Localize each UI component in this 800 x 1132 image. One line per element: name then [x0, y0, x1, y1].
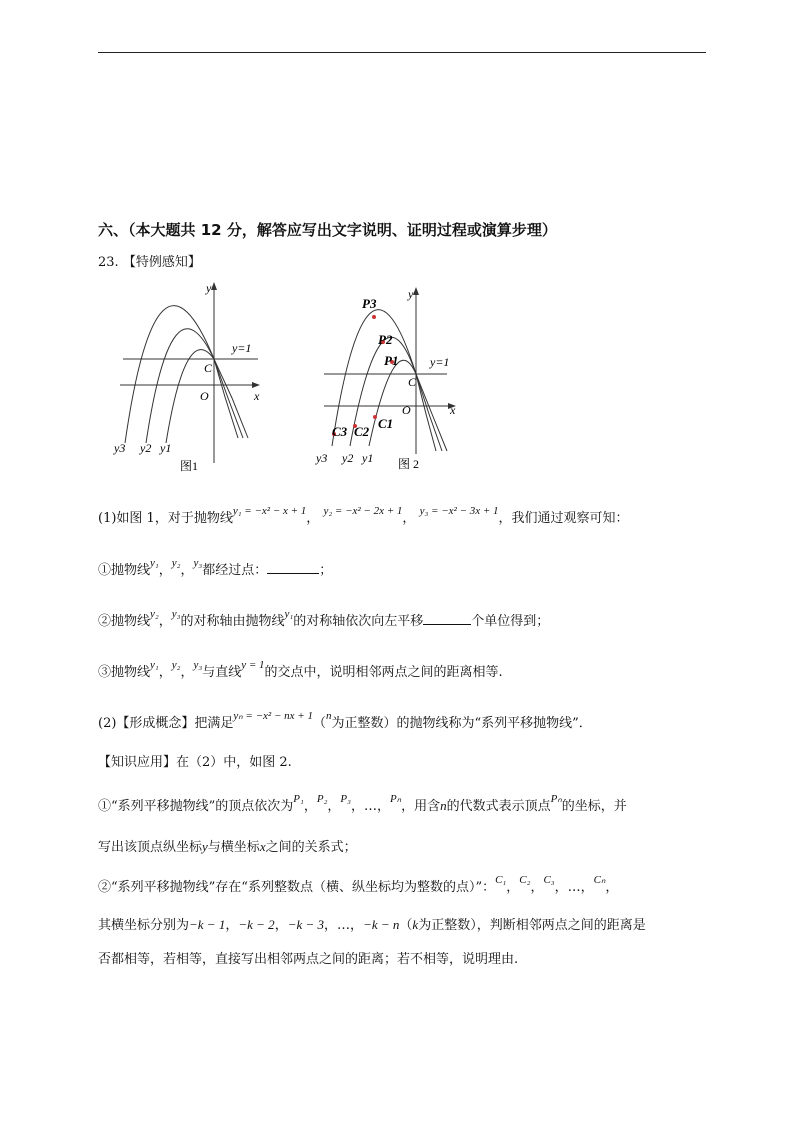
answer-blank-point[interactable] [267, 561, 319, 574]
fig2-caption: 图 2 [398, 457, 420, 471]
part1-sep: ， [306, 511, 320, 526]
item2-var: y₃ [171, 608, 181, 620]
header-rule [98, 52, 706, 53]
item3-mid: 与直线 [202, 665, 242, 680]
question-header [98, 251, 201, 270]
part2-cond-open: （ [312, 716, 326, 731]
q1-line2-c: 之间的关系式； [265, 840, 357, 855]
item2-var: y₁ [284, 608, 294, 620]
section-title: 六、（本大题共 12 分，解答应写出文字说明、证明过程或演算步理） [98, 221, 557, 239]
q1-mid2: 的代数式表示顶点 [446, 799, 551, 814]
q1-point: Pₙ [390, 793, 402, 805]
part2-cond-text: 为正整数）的抛物线称为“系列平移抛物线”． [331, 716, 592, 731]
figure-1 [108, 280, 283, 480]
q2-ellipsis: … [567, 880, 581, 895]
q2-point: C₃ [543, 874, 555, 886]
fig2-y-axis-label: y [408, 287, 414, 301]
item3-pre: ③抛物线 [98, 665, 151, 680]
item1-var: y₁ [150, 557, 159, 569]
fig2-vertex-label: P3 [362, 296, 377, 311]
item3-post: 的交点中，说明相邻两点之间的距离相等. [264, 665, 503, 680]
q2-pre: ②“系列平移抛物线”存在“系列整数点（横、纵坐标均为整数的点）”： [98, 880, 496, 895]
fig1-y-axis-label: y [206, 281, 212, 295]
question-number: 23. [98, 255, 119, 270]
item1-end: ； [319, 563, 333, 578]
q1-point: P₂ [316, 793, 328, 805]
q2-x: −k − 3 [287, 917, 325, 932]
q2-x: −k − 1 [189, 917, 226, 932]
fig2-lattice-label: C2 [354, 424, 370, 439]
item2-end: 个单位得到； [471, 614, 550, 629]
part1-eq1: y₁ = −x² − x + 1 [232, 505, 307, 517]
q1-pn: Pₙ [550, 793, 562, 805]
fig2-line-label: y=1 [430, 355, 450, 369]
part1-intro-line [98, 507, 629, 526]
q2-ellipsis: … [337, 918, 351, 933]
fig1-point-c-label: C [204, 361, 213, 375]
answer-blank-shift[interactable] [423, 612, 471, 625]
q2-x: −k − n [363, 917, 400, 932]
item1-var: y₂ [171, 557, 181, 569]
q1-var-n: n [440, 798, 447, 813]
application-q2-line3: 否都相等，若相等，直接写出相邻两点之间的距离；若不相等，说明理由. [98, 952, 519, 967]
part1-item2: ②抛物线$^{y_2}$，$^{y_3}$的对称轴由抛物线$^{y_1}$的对称轴依次向左平移 个单位得到； [98, 608, 550, 629]
item2-pre: ②抛物线 [98, 614, 151, 629]
q1-point: P₁ [293, 793, 304, 805]
fig2-lattice-label: C3 [332, 424, 348, 439]
q1-var-y: y [202, 839, 208, 854]
part1-intro: (1)如图 1，对于抛物线 [98, 511, 233, 526]
application-q1-line1: ①“系列平移抛物线”的顶点依次为$^{P_1}$，$^{P_2}$，$^{P_3}$，…，$^{P_n}$，用含n的代数式表示顶点$^{P_n}$的坐标，并 [98, 793, 627, 814]
item1-var: y₃ [193, 557, 203, 569]
q2-end: ， [605, 880, 619, 895]
q2-line2-a: 其横坐标分别为 [98, 918, 190, 933]
item3-line: y = 1 [241, 659, 265, 671]
part2-eq: yₙ = −x² − nx + 1 [233, 710, 313, 722]
q2-line2-c: 为正整数），判断相邻两点之间的距离是 [418, 918, 646, 933]
fig2-vertex-label: P1 [384, 353, 399, 368]
item3-var: y₂ [171, 659, 181, 671]
fig1-caption: 图1 [180, 459, 199, 473]
q2-line2-b: （ [399, 918, 413, 933]
q1-line2-a: 写出该顶点纵坐标 [98, 840, 203, 855]
part2-line [98, 712, 592, 731]
fig2-origin-label: O [402, 403, 411, 417]
item3-var: y₃ [193, 659, 203, 671]
fig1-curve-label: y3 [114, 441, 126, 455]
item2-post: 的对称轴依次向左平移 [293, 614, 424, 629]
question-tag: 【特例感知】 [122, 255, 201, 270]
part2-cond-var: n [325, 710, 332, 722]
item3-var: y₁ [150, 659, 159, 671]
figure-2 [312, 286, 477, 476]
q2-point: Cₙ [593, 874, 606, 886]
q2-var-k: k [412, 917, 419, 932]
application-q2-line2: 其横坐标分别为−k − 1，−k − 2，−k − 3，…，−k − n（k为正整数），判断相邻两点之间的距离是 [98, 917, 646, 933]
q1-line2-b: 与横坐标 [207, 840, 260, 855]
q1-ellipsis: … [363, 799, 377, 814]
part1-outro: ，我们通过观察可知： [498, 511, 629, 526]
q1-var-x: x [259, 839, 266, 854]
q1-point: P₃ [340, 793, 351, 805]
fig2-vertex-label: P2 [378, 332, 393, 347]
fig1-x-axis-label: x [254, 389, 260, 403]
fig2-point-c-label: C [408, 375, 417, 389]
item1-post: 都经过点： [202, 563, 268, 578]
q1-pre: ①“系列平移抛物线”的顶点依次为 [98, 799, 294, 814]
application-q1-line2 [98, 836, 357, 855]
fig1-line-label: y=1 [232, 341, 252, 355]
part1-item3: ③抛物线$^{y_1}$，$^{y_2}$，$^{y_3}$与直线$^{y = 1}$的交点中，说明相邻两点之间的距离相等. [98, 659, 503, 680]
q1-post: 的坐标，并 [561, 799, 627, 814]
part1-item1: ①抛物线$^{y_1}$，$^{y_2}$，$^{y_3}$都经过点： ； [98, 557, 333, 578]
fig1-curve-label: y2 [140, 441, 152, 455]
item2-mid: 的对称轴由抛物线 [180, 614, 285, 629]
part1-eq3: y₃ = −x² − 3x + 1 [419, 505, 499, 517]
application-head: 【知识应用】在（2）中，如图 2. [98, 755, 292, 770]
item1-pre: ①抛物线 [98, 563, 151, 578]
q2-x: −k − 2 [238, 917, 275, 932]
fig2-x-axis-label: x [450, 403, 456, 417]
fig2-curve-label: y1 [362, 451, 374, 465]
item2-var: y₂ [150, 608, 159, 620]
application-q2-line1: ②“系列平移抛物线”存在“系列整数点（横、纵坐标均为整数的点）”：$^{C_1}$，$^{C_2}$，$^{C_3}$，…，$^{C_n}$， [98, 874, 619, 895]
part2-intro: (2)【形成概念】把满足 [98, 716, 234, 731]
fig2-curve-label: y2 [342, 451, 354, 465]
part1-sep: ， [402, 511, 416, 526]
q1-mid: ，用含 [401, 799, 441, 814]
part1-eq2: y₂ = −x² − 2x + 1 [323, 505, 403, 517]
fig1-origin-label: O [200, 389, 209, 403]
fig2-lattice-label: C1 [378, 416, 394, 431]
fig2-curve-label: y3 [316, 451, 328, 465]
q2-point: C₂ [519, 874, 531, 886]
q2-point: C₁ [495, 874, 507, 886]
fig1-curve-label: y1 [160, 441, 172, 455]
